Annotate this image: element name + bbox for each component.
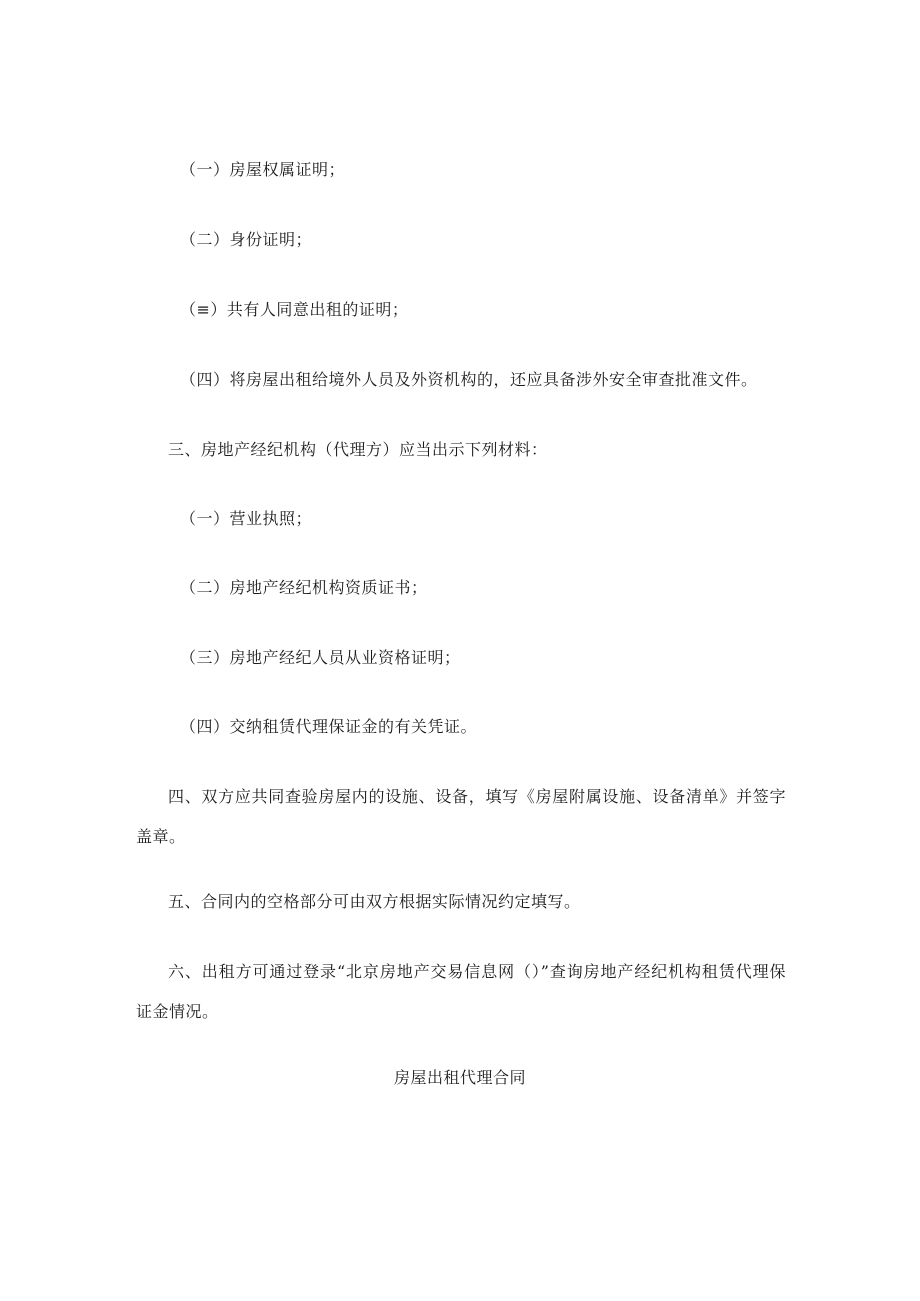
lessor-item-2: （二）身份证明；: [180, 230, 313, 249]
section-five-paragraph: 五、合同内的空格部分可由双方根据实际情况约定填写。: [168, 892, 581, 911]
agency-item-3: （三）房地产经纪人员从业资格证明；: [180, 648, 461, 667]
lessor-item-4: （四）将房屋出租给境外人员及外资机构的，还应具备涉外安全审查批准文件。: [180, 370, 758, 389]
agency-item-2: （二）房地产经纪机构资质证书；: [180, 578, 428, 597]
contract-title: 房屋出租代理合同: [393, 1068, 526, 1087]
section-six-paragraph: 六、出租方可通过登录“北京房地产交易信息网（）”查询房地产经纪机构租赁代理保证金情况。: [136, 962, 786, 1021]
section-four-paragraph: 四、双方应共同查验房屋内的设施、设备，填写《房屋附属设施、设备清单》并签字盖章。: [136, 787, 786, 846]
lessor-item-3: （≡）共有人同意出租的证明；: [180, 300, 409, 319]
section-three-heading: 三、房地产经纪机构（代理方）应当出示下列材料：: [168, 440, 548, 459]
lessor-item-1: （一）房屋权属证明；: [180, 160, 346, 179]
agency-item-1: （一）营业执照；: [180, 509, 313, 528]
agency-item-4: （四）交纳租赁代理保证金的有关凭证。: [180, 717, 478, 736]
